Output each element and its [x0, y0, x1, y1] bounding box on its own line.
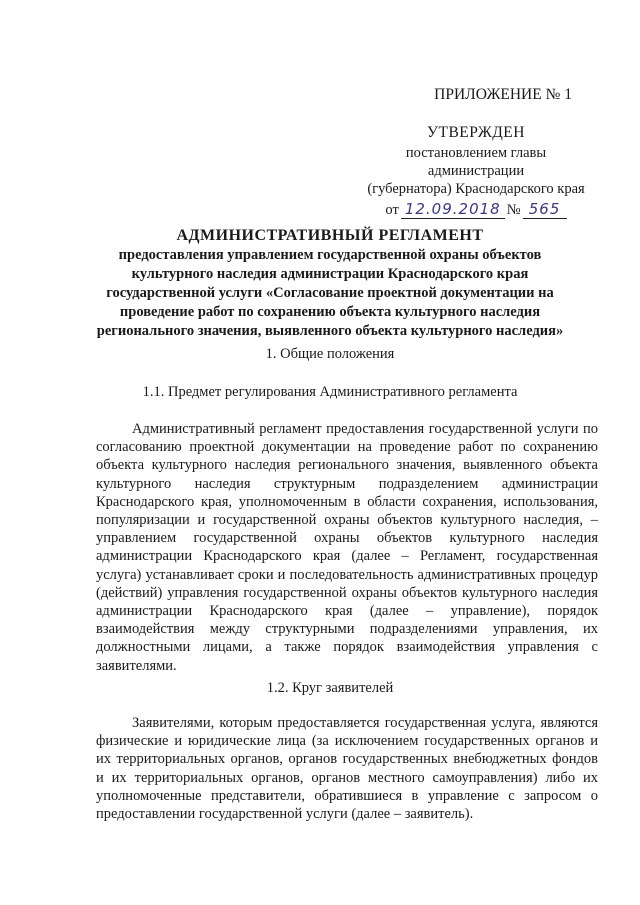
paragraph-2: [96, 714, 598, 823]
title-line-2: культурного наследия администрации Краснодарского края: [131, 266, 529, 282]
section-heading-1: 1. Общие положения: [265, 346, 395, 362]
annex-label: ПРИЛОЖЕНИЕ № 1: [434, 86, 572, 103]
title-line-1: предоставления управлением государственной охраны объектов: [118, 247, 542, 263]
section-heading-1-1: 1.1. Предмет регулирования Административного регламента: [142, 384, 518, 400]
number-prefix: №: [506, 202, 521, 218]
title-line-4: проведение работ по сохранению объекта культурного наследия: [119, 304, 541, 320]
approved-label: УТВЕРЖДЕН: [427, 124, 525, 141]
title-line-5: регионального значения, выявленного объекта культурного наследия»: [96, 323, 564, 339]
approval-line-2: (губернатора) Краснодарского края: [367, 181, 585, 197]
paragraph-1: [96, 420, 598, 675]
approval-line-1: постановлением главы администрации: [405, 145, 547, 179]
section-heading-1-2: 1.2. Круг заявителей: [266, 680, 394, 696]
approval-block: [360, 86, 592, 219]
title-line-3: государственной услуги «Согласование проектной документации на: [106, 285, 554, 301]
document-title-block: [90, 226, 570, 341]
paragraph-1-text: Административный регламент предоставления государственной услуги по согласованию проектной документации на проведение работ по сохранению объекта культурного наследия регионального значения, выявленного объекта культурного наследия структурным подразделением администрации Краснодарского края, уполномоченным в области сохранения, использования, популяризации и государственной охраны объектов культурного наследия, – управлением государственной охраны объектов культурного наследия администрации Краснодарского края (далее – Регламент, государственная услуга) устанавливает сроки и последовательность административных процедур (действий) управления государственной охраны объектов культурного наследия администрации Краснодарского края (далее – управление), порядок взаимодействия между структурными подразделениями управления, их должностными лицами, а также порядок взаимодействия управления с заявителями.: [96, 421, 598, 674]
date-number-line: [360, 200, 592, 219]
document-title: АДМИНИСТРАТИВНЫЙ РЕГЛАМЕНТ: [176, 227, 484, 244]
date-prefix: от: [385, 202, 399, 218]
handwritten-date: 12.09.2018: [401, 200, 505, 219]
paragraph-2-text: Заявителями, которым предоставляется государственная услуга, являются физические и юридические лица (за исключением государственных органов и их территориальных органов, органов государственных внебюджетных фондов и их территориальных органов, органов местного самоуправления) либо их уполномоченные представители, обратившиеся в управление с запросом о предоставлении государственной услуги (далее – заявитель).: [96, 715, 598, 823]
handwritten-number: 565: [523, 200, 567, 219]
